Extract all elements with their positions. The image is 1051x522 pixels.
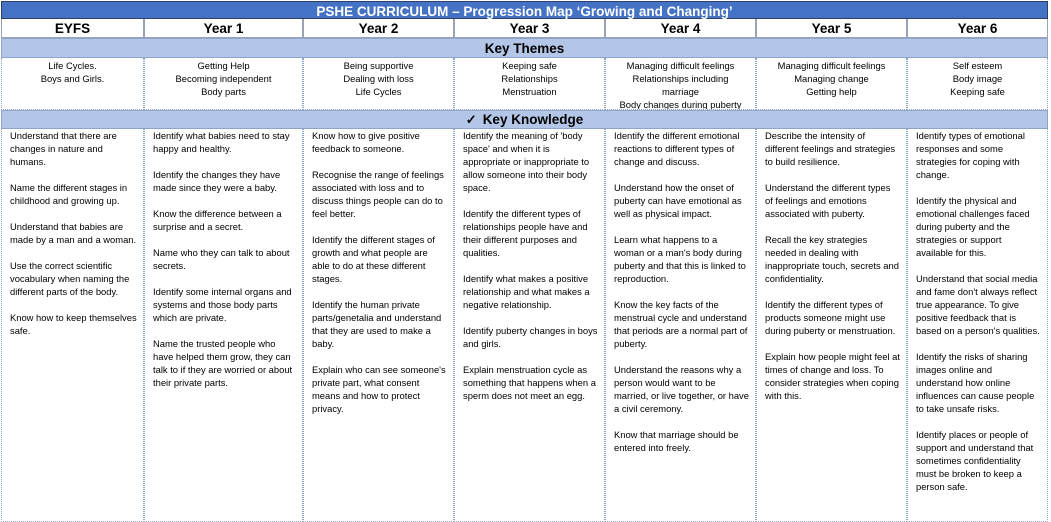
themes-cell-year-2 [303, 58, 454, 110]
year-header-year-2: Year 2 [303, 19, 454, 38]
knowledge-cell-eyfs [1, 129, 144, 522]
knowledge-item: Learn what happens to a woman or a man's body during puberty and that this is linked to reproduction. [614, 234, 746, 284]
knowledge-item: Name who they can talk to about secrets. [153, 247, 290, 271]
checkmark-icon: ✓ [465, 112, 477, 127]
knowledge-item: Understand that babies are made by a man and a woman. [10, 221, 137, 245]
theme-item: Relationships [501, 73, 558, 84]
knowledge-item: Identify the physical and emotional challenges faced during puberty and the strategies or support available for this. [916, 195, 1030, 258]
knowledge-item: Identify types of emotional responses and some strategies for coping with change. [916, 130, 1025, 180]
key-themes-row [1, 58, 1048, 110]
knowledge-item: Know the difference between a surprise and a secret. [153, 208, 282, 232]
knowledge-item: Identify the different types of relationships people have and their different purposes and qualities. [463, 208, 588, 258]
key-knowledge-row [1, 129, 1048, 522]
knowledge-item: Name the trusted people who have helped them grow, they can talk to if they are worried or about their private parts. [153, 338, 293, 388]
themes-cell-eyfs [1, 58, 144, 110]
themes-cell-year-1 [144, 58, 303, 110]
knowledge-item: Recall the key strategies needed in dealing with inappropriate touch, secrets and confidentiality. [765, 234, 899, 284]
year-header-year-1: Year 1 [144, 19, 303, 38]
knowledge-item: Identify places or people of support and understand that sometimes confidentiality must be broken to keep a person safe. [916, 429, 1034, 492]
theme-item: Body image [952, 73, 1003, 84]
knowledge-item: Recognise the range of feelings associated with loss and to discuss things people can do to feel better. [312, 169, 444, 219]
knowledge-item: Identify the different stages of growth and what people are able to do at these different stages. [312, 234, 435, 284]
knowledge-item: Identify the risks of sharing images online and understand how online influences can cause people to take unsafe risks. [916, 351, 1035, 414]
theme-item: Becoming independent [175, 73, 272, 84]
theme-item: Relationships including [632, 73, 729, 84]
year-header-row [1, 19, 1048, 38]
knowledge-cell-year-6 [907, 129, 1048, 522]
themes-cell-year-3 [454, 58, 605, 110]
theme-item: Keeping safe [950, 86, 1005, 97]
year-header-eyfs: EYFS [1, 19, 144, 38]
key-themes-heading: Key Themes [1, 38, 1048, 58]
knowledge-item: Identify the meaning of 'body space' and when it is appropriate or inappropriate to allow someone into their body space. [463, 130, 590, 193]
theme-item: Life Cycles. [48, 60, 97, 71]
year-header-year-3: Year 3 [454, 19, 605, 38]
theme-item: Managing difficult feelings [626, 60, 735, 71]
knowledge-item: Identify puberty changes in boys and girls. [463, 325, 598, 349]
knowledge-item: Know the key facts of the menstrual cycle and understand that periods are a normal part of puberty. [614, 299, 748, 349]
theme-item: Boys and Girls. [40, 73, 105, 84]
knowledge-item: Understand the different types of feelings and emotions associated with puberty. [765, 182, 891, 219]
key-knowledge-band [1, 110, 1048, 129]
theme-item: Self esteem [952, 60, 1003, 71]
knowledge-item: Understand the reasons why a person would want to be married, or live together, or have a civil ceremony. [614, 364, 749, 414]
theme-item: Menstruation [502, 86, 557, 97]
knowledge-cell-year-5 [756, 129, 907, 522]
themes-cell-year-5 [756, 58, 907, 110]
knowledge-cell-year-2 [303, 129, 454, 522]
theme-item: Dealing with loss [343, 73, 414, 84]
knowledge-item: Understand that there are changes in nature and humans. [10, 130, 117, 167]
page-title: PSHE CURRICULUM – Progression Map ‘Growing and Changing’ [1, 1, 1048, 19]
theme-item: Being supportive [343, 60, 414, 71]
theme-item: Body changes during puberty [619, 99, 742, 110]
knowledge-item: Identify the human private parts/genetalia and understand that they are used to make a baby. [312, 299, 442, 349]
knowledge-item: Understand how the onset of puberty can have emotional as well as physical impact. [614, 182, 742, 219]
knowledge-item: Know how to keep themselves safe. [10, 312, 137, 336]
knowledge-item: Describe the intensity of different feelings and strategies to build resilience. [765, 130, 896, 167]
knowledge-item: Identify the different emotional reactions to different types of change and discuss. [614, 130, 740, 167]
knowledge-item: Explain menstruation cycle as something that happens when a sperm does not meet an egg. [463, 364, 596, 401]
theme-item: Getting help [806, 86, 857, 97]
theme-item: Body parts [201, 86, 246, 97]
themes-cell-year-4 [605, 58, 756, 110]
knowledge-item: Name the different stages in childhood and growing up. [10, 182, 128, 206]
theme-item: Managing difficult feelings [777, 60, 886, 71]
theme-item: Managing change [794, 73, 869, 84]
theme-item: marriage [662, 86, 699, 97]
knowledge-item: Identify the changes they have made since they were a baby. [153, 169, 281, 193]
theme-item: Life Cycles [355, 86, 402, 97]
year-header-year-5: Year 5 [756, 19, 907, 38]
themes-cell-year-6 [907, 58, 1048, 110]
knowledge-cell-year-3 [454, 129, 605, 522]
theme-item: Keeping safe [502, 60, 557, 71]
knowledge-item: Identify what makes a positive relationship and what makes a negative relationship. [463, 273, 590, 310]
knowledge-item: Identify what babies need to stay happy and healthy. [153, 130, 290, 154]
knowledge-item: Explain who can see someone's private part, what consent means and how to protect privacy. [312, 364, 446, 414]
theme-item: Getting Help [197, 60, 250, 71]
key-knowledge-heading: Key Knowledge [482, 112, 584, 127]
knowledge-item: Explain how people might feel at times of change and loss. To consider strategies when coping with this. [765, 351, 900, 401]
knowledge-item: Use the correct scientific vocabulary when naming the different parts of the body. [10, 260, 130, 297]
knowledge-cell-year-1 [144, 129, 303, 522]
knowledge-item: Know how to give positive feedback to someone. [312, 130, 420, 154]
year-header-year-4: Year 4 [605, 19, 756, 38]
knowledge-item: Know that marriage should be entered into freely. [614, 429, 739, 453]
year-header-year-6: Year 6 [907, 19, 1048, 38]
knowledge-item: Understand that social media and fame don't always reflect true appearance. To give positive feedback that is based on a person's qualities. [916, 273, 1040, 336]
knowledge-cell-year-4 [605, 129, 756, 522]
knowledge-item: Identify some internal organs and systems and those body parts which are private. [153, 286, 292, 323]
knowledge-item: Identify the different types of products someone might use during puberty or menstruation. [765, 299, 896, 336]
